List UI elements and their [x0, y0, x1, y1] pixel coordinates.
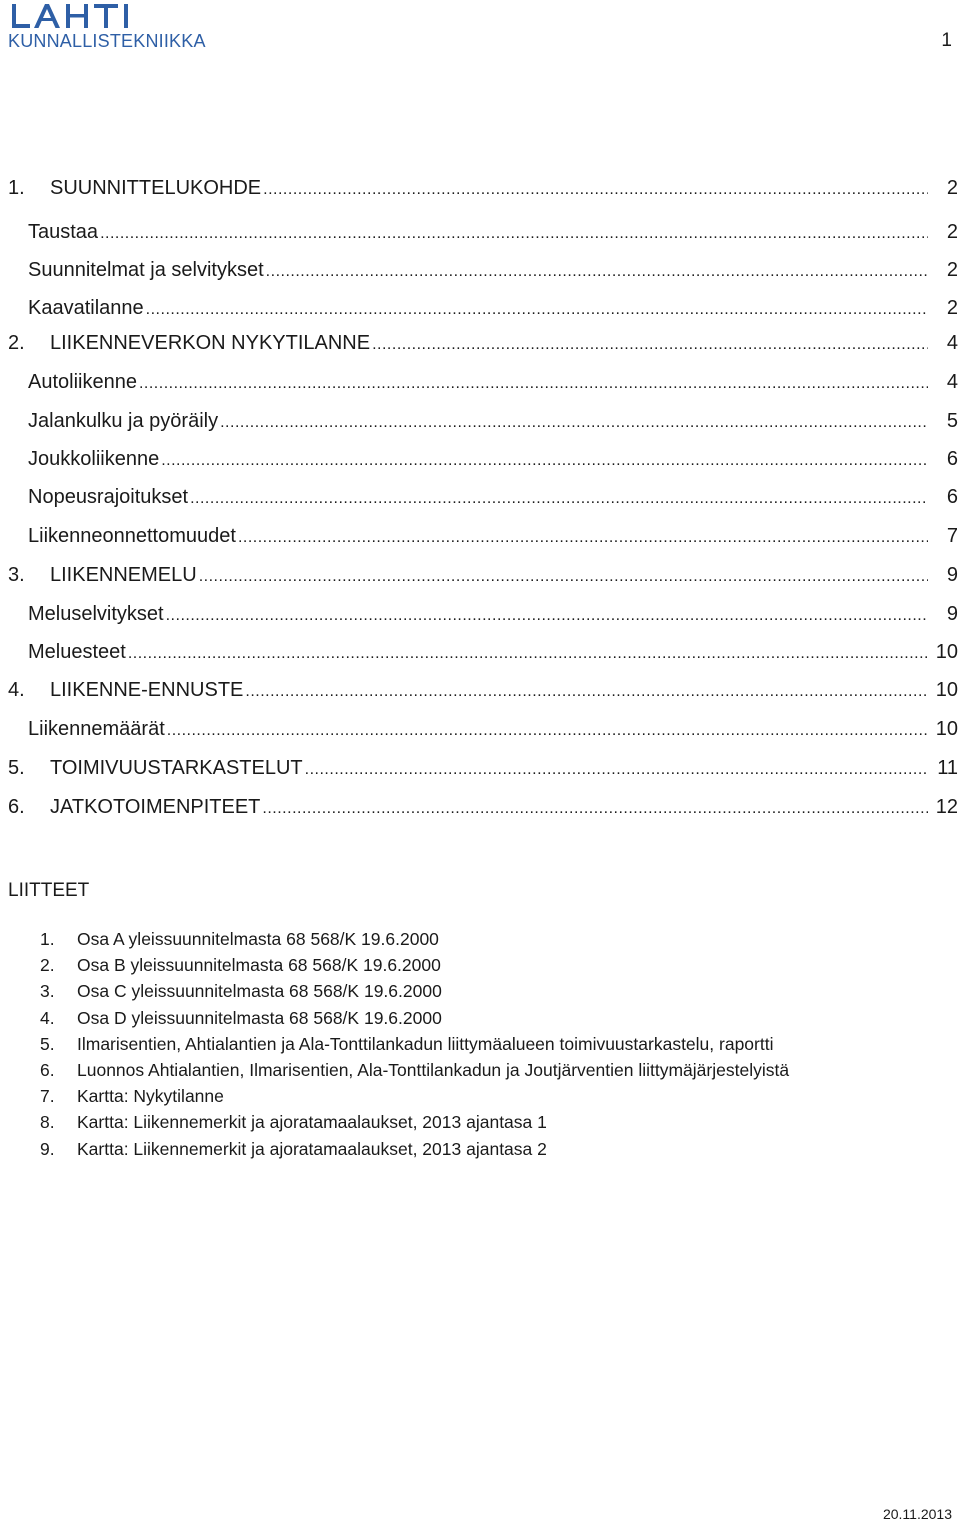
attachment-text: Ilmarisentien, Ahtialantien ja Ala-Tonttilankadun liittymäalueen toimivuustarkastelu, raportti — [77, 1033, 774, 1054]
toc-entry-page: 2 — [946, 221, 958, 243]
toc-entry-label: Kaavatilanne — [28, 297, 144, 319]
toc-dot-leader — [190, 486, 928, 512]
toc-entry-label: LIIKENNEMELU — [50, 564, 197, 586]
toc-dot-leader — [199, 564, 928, 590]
toc-dot-leader — [166, 603, 928, 629]
toc-entry-page: 4 — [946, 332, 958, 354]
attachment-item — [40, 926, 439, 952]
toc-entry-label: JATKOTOIMENPITEET — [50, 796, 261, 818]
attachment-number: 3. — [40, 981, 55, 1002]
toc-entry-page: 2 — [946, 297, 958, 319]
toc-dot-leader — [262, 796, 928, 822]
attachment-item — [40, 1031, 773, 1057]
toc-entry-page: 7 — [946, 525, 958, 547]
attachment-item — [40, 1057, 789, 1083]
toc-entry[interactable] — [8, 408, 958, 434]
attachment-number: 1. — [40, 929, 55, 949]
toc-entry-number: 4. — [8, 679, 25, 701]
attachment-text: Osa A yleissuunnitelmasta 68 568/K 19.6.2000 — [77, 929, 439, 949]
attachment-item — [40, 1109, 547, 1135]
lahti-logo — [12, 0, 136, 32]
toc-entry-label: Meluselvitykset — [28, 603, 164, 625]
toc-entry-number: 6. — [8, 796, 25, 818]
toc-dot-leader — [139, 371, 928, 397]
attachment-number: 6. — [40, 1060, 55, 1080]
attachment-number: 9. — [40, 1138, 55, 1159]
toc-entry-number: 2. — [8, 332, 25, 354]
toc-dot-leader — [146, 297, 928, 323]
toc-dot-leader — [245, 679, 928, 705]
attachment-number: 7. — [40, 1086, 55, 1107]
attachments-title: LIITTEET — [8, 880, 90, 901]
attachment-item — [40, 952, 441, 978]
toc-dot-leader — [100, 221, 928, 247]
toc-entry[interactable] — [8, 257, 958, 283]
toc-entry[interactable] — [8, 523, 958, 549]
toc-entry-page: 6 — [946, 448, 958, 470]
toc-entry-label: Jalankulku ja pyöräily — [28, 410, 219, 432]
toc-entry-label: Meluesteet — [28, 641, 126, 663]
toc-entry-label: Taustaa — [28, 221, 99, 243]
toc-entry-number: 1. — [8, 177, 25, 199]
toc-dot-leader — [220, 410, 928, 436]
attachment-text: Luonnos Ahtialantien, Ilmarisentien, Ala-Tonttilankadun ja Joutjärventien liittymäjärjestelyistä — [77, 1060, 790, 1080]
toc-entry-page: 11 — [937, 757, 958, 779]
toc-entry[interactable] — [8, 794, 958, 820]
page-number: 1 — [941, 30, 952, 51]
toc-dot-leader — [128, 641, 928, 667]
toc-entry[interactable] — [8, 716, 958, 742]
toc-dot-leader — [266, 259, 928, 285]
toc-entry-page: 4 — [946, 371, 958, 393]
toc-entry-page: 9 — [946, 603, 958, 625]
toc-entry-label: Liikenneonnettomuudet — [28, 525, 236, 547]
toc-dot-leader — [305, 757, 928, 783]
attachment-text: Kartta: Nykytilanne — [77, 1086, 224, 1107]
toc-entry-page: 2 — [946, 177, 958, 199]
toc-entry-label: Liikennemäärät — [28, 718, 165, 740]
toc-dot-leader — [167, 718, 928, 744]
toc-entry[interactable] — [8, 677, 958, 703]
toc-entry-label: TOIMIVUUSTARKASTELUT — [50, 757, 303, 779]
toc-entry[interactable] — [8, 639, 958, 665]
attachment-item — [40, 1136, 547, 1162]
toc-entry[interactable] — [8, 219, 958, 245]
toc-entry-label: Autoliikenne — [28, 371, 137, 393]
toc-entry[interactable] — [8, 330, 958, 356]
toc-entry-page: 10 — [935, 641, 958, 663]
toc-entry-label: Joukkoliikenne — [28, 448, 160, 470]
attachment-text: Osa C yleissuunnitelmasta 68 568/K 19.6.2000 — [77, 981, 442, 1002]
toc-entry-page: 10 — [935, 718, 958, 740]
toc-entry-number: 5. — [8, 757, 25, 779]
attachment-item — [40, 1005, 442, 1031]
toc-entry-number: 3. — [8, 564, 25, 586]
toc-entry-page: 9 — [946, 564, 958, 586]
toc-entry[interactable] — [8, 562, 958, 588]
toc-dot-leader — [263, 177, 928, 203]
document-date: 20.11.2013 — [882, 1506, 952, 1522]
department-name: KUNNALLISTEKNIIKKA — [8, 31, 206, 51]
toc-entry-page: 5 — [946, 410, 958, 432]
attachment-number: 4. — [40, 1007, 55, 1028]
attachment-text: Kartta: Liikennemerkit ja ajoratamaalaukset, 2013 ajantasa 1 — [77, 1112, 547, 1133]
toc-entry-page: 10 — [935, 679, 958, 701]
toc-dot-leader — [372, 332, 928, 358]
toc-entry[interactable] — [8, 369, 958, 395]
toc-entry[interactable] — [8, 484, 958, 510]
attachment-text: Osa D yleissuunnitelmasta 68 568/K 19.6.2000 — [77, 1007, 442, 1028]
toc-entry[interactable] — [8, 295, 958, 321]
attachment-number: 2. — [40, 955, 55, 976]
toc-entry-page: 12 — [935, 796, 958, 818]
attachment-item — [40, 1083, 224, 1109]
toc-entry-label: LIIKENNEVERKON NYKYTILANNE — [50, 332, 371, 354]
toc-entry-label: LIIKENNE-ENNUSTE — [50, 679, 244, 701]
attachment-text: Osa B yleissuunnitelmasta 68 568/K 19.6.2000 — [77, 955, 441, 976]
attachment-number: 8. — [40, 1112, 55, 1133]
toc-entry-page: 2 — [946, 259, 958, 281]
toc-dot-leader — [238, 525, 928, 551]
toc-entry-page: 6 — [946, 486, 958, 508]
lahti-logo-mark — [12, 0, 136, 32]
attachment-item — [40, 978, 442, 1004]
attachment-number: 5. — [40, 1033, 55, 1054]
toc-entry[interactable] — [8, 601, 958, 627]
toc-entry[interactable] — [8, 755, 958, 781]
toc-entry[interactable] — [8, 175, 958, 201]
toc-entry[interactable] — [8, 446, 958, 472]
toc-entry-label: Nopeusrajoitukset — [28, 486, 189, 508]
toc-entry-label: Suunnitelmat ja selvitykset — [28, 259, 264, 281]
toc-entry-label: SUUNNITTELUKOHDE — [50, 177, 262, 199]
toc-dot-leader — [161, 448, 928, 474]
attachment-text: Kartta: Liikennemerkit ja ajoratamaalaukset, 2013 ajantasa 2 — [77, 1138, 547, 1159]
